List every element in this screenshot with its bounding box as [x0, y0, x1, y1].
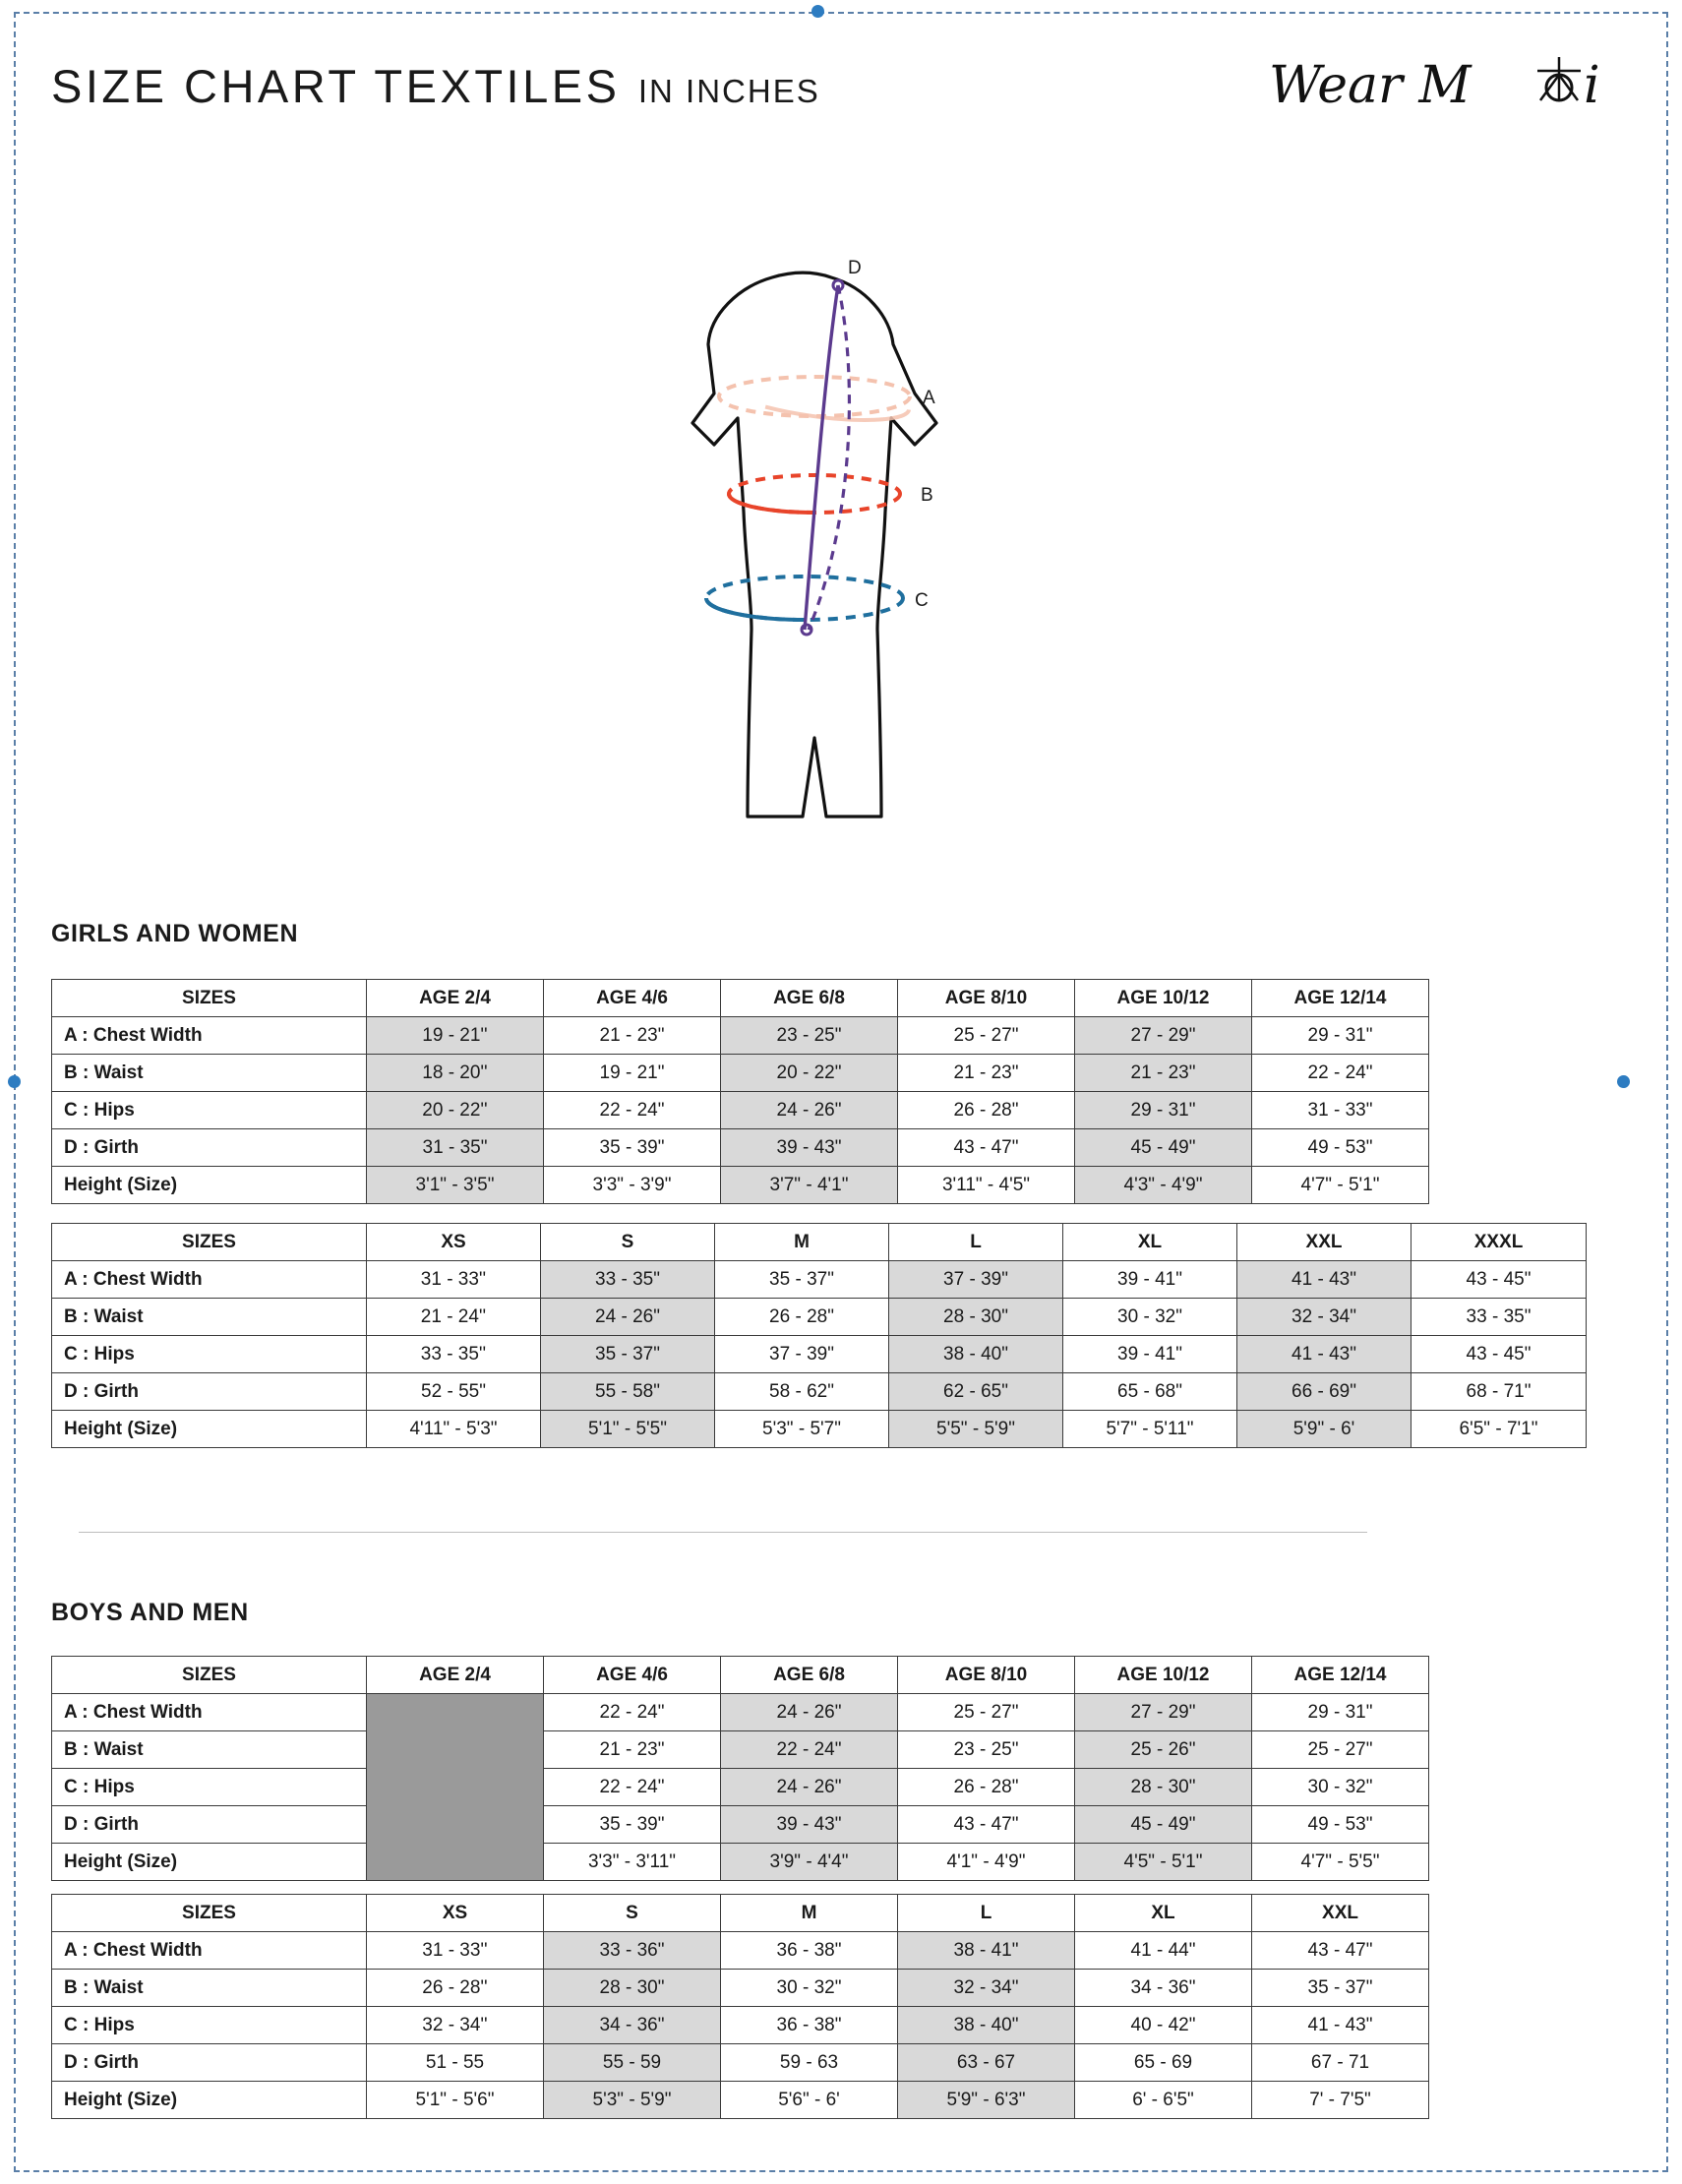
- table-cell: 25 - 26": [1075, 1731, 1252, 1769]
- table-cell: 31 - 33": [1252, 1092, 1429, 1129]
- table-cell: 35 - 39": [544, 1806, 721, 1844]
- table-cell: 31 - 35": [367, 1129, 544, 1167]
- table-cell: 38 - 41": [898, 1932, 1075, 1970]
- table-cell: 18 - 20'': [367, 1055, 544, 1092]
- wear-moi-logo-icon: [1259, 41, 1643, 130]
- column-header: SIZES: [52, 980, 367, 1017]
- table-cell: 55 - 59: [544, 2044, 721, 2082]
- svg-text:D: D: [848, 258, 862, 278]
- column-header: AGE 6/8: [721, 1657, 898, 1694]
- table-cell: 4'7" - 5'1": [1252, 1167, 1429, 1204]
- table-row: [52, 1806, 1429, 1844]
- table-cell: 23 - 25": [898, 1731, 1075, 1769]
- table-row: [52, 1092, 1429, 1129]
- table-cell: 38 - 40": [889, 1336, 1063, 1373]
- table-cell: 5'3" - 5'7": [715, 1411, 889, 1448]
- table-cell: 49 - 53": [1252, 1806, 1429, 1844]
- table-cell: 49 - 53": [1252, 1129, 1429, 1167]
- table-row: [52, 1769, 1429, 1806]
- table-cell: 35 - 37": [541, 1336, 715, 1373]
- table-row: [52, 1017, 1429, 1055]
- table-cell: 5'1" - 5'5": [541, 1411, 715, 1448]
- table-cell: 37 - 39": [715, 1336, 889, 1373]
- table-cell: 30 - 32": [1252, 1769, 1429, 1806]
- svg-text:B: B: [921, 485, 933, 506]
- row-label: D : Girth: [52, 1373, 367, 1411]
- column-header: AGE 4/6: [544, 1657, 721, 1694]
- column-header: SIZES: [52, 1657, 367, 1694]
- table-row: [52, 1932, 1429, 1970]
- table-cell: 51 - 55: [367, 2044, 544, 2082]
- table-cell: 22 - 24": [544, 1769, 721, 1806]
- table-row: [52, 1373, 1587, 1411]
- table-cell: 24 - 26": [541, 1299, 715, 1336]
- row-label: D : Girth: [52, 1129, 367, 1167]
- column-header: AGE 10/12: [1075, 980, 1252, 1017]
- table-boys-men-adult: [51, 1894, 1429, 2119]
- table-row: [52, 1055, 1429, 1092]
- row-label: D : Girth: [52, 1806, 367, 1844]
- row-label: Height (Size): [52, 1411, 367, 1448]
- column-header: AGE 2/4: [367, 1657, 544, 1694]
- table-header-row: [52, 1657, 1429, 1694]
- column-header: L: [889, 1224, 1063, 1261]
- table-cell: 5'6" - 6': [721, 2082, 898, 2119]
- row-label: A : Chest Width: [52, 1932, 367, 1970]
- table-row: [52, 1336, 1587, 1373]
- table-cell: 65 - 68": [1063, 1373, 1237, 1411]
- table-cell: 22 - 24": [544, 1092, 721, 1129]
- table-row: [52, 2044, 1429, 2082]
- table-cell: 32 - 34'': [367, 2007, 544, 2044]
- column-header: AGE 6/8: [721, 980, 898, 1017]
- row-label: C : Hips: [52, 1092, 367, 1129]
- table-cell: 29 - 31": [1075, 1092, 1252, 1129]
- table-cell: 43 - 45": [1412, 1261, 1587, 1299]
- table-cell: 25 - 27": [898, 1694, 1075, 1731]
- table-cell: 39 - 41": [1063, 1261, 1237, 1299]
- table-cell: 5'5" - 5'9": [889, 1411, 1063, 1448]
- table-cell: 4'7" - 5'5": [1252, 1844, 1429, 1881]
- row-label: C : Hips: [52, 1336, 367, 1373]
- table-cell: 30 - 32": [1063, 1299, 1237, 1336]
- table-girls-women-adult: [51, 1223, 1587, 1448]
- table-cell: 5'1" - 5'6": [367, 2082, 544, 2119]
- table-row: [52, 2007, 1429, 2044]
- table-cell: 35 - 37": [1252, 1970, 1429, 2007]
- table-cell: 41 - 43": [1237, 1336, 1412, 1373]
- row-label: B : Waist: [52, 1731, 367, 1769]
- row-label: B : Waist: [52, 1299, 367, 1336]
- table-cell: 39 - 43": [721, 1806, 898, 1844]
- row-label: A : Chest Width: [52, 1261, 367, 1299]
- table-cell: 3'9" - 4'4": [721, 1844, 898, 1881]
- table-row: [52, 1844, 1429, 1881]
- column-header: XS: [367, 1224, 541, 1261]
- column-header: XXL: [1252, 1895, 1429, 1932]
- table-header-row: [52, 980, 1429, 1017]
- table-cell: 25 - 27": [1252, 1731, 1429, 1769]
- column-header: XXL: [1237, 1224, 1412, 1261]
- row-label: C : Hips: [52, 2007, 367, 2044]
- table-cell: 33 - 35": [1412, 1299, 1587, 1336]
- table-cell: 26 - 28'': [367, 1970, 544, 2007]
- page-title: SIZE CHART TEXTILES: [51, 60, 621, 112]
- section-title-boys-men: BOYS AND MEN: [51, 1599, 249, 1626]
- column-header: AGE 10/12: [1075, 1657, 1252, 1694]
- table-cell: 22 - 24": [1252, 1055, 1429, 1092]
- brand-logo: [1259, 41, 1643, 120]
- table-cell: 29 - 31": [1252, 1017, 1429, 1055]
- row-label: C : Hips: [52, 1769, 367, 1806]
- column-header: AGE 12/14: [1252, 980, 1429, 1017]
- column-header: XXXL: [1412, 1224, 1587, 1261]
- table-cell: 21 - 23": [544, 1017, 721, 1055]
- table-cell: 7' - 7'5": [1252, 2082, 1429, 2119]
- column-header: AGE 8/10: [898, 1657, 1075, 1694]
- table-row: [52, 1167, 1429, 1204]
- table-cell: 58 - 62": [715, 1373, 889, 1411]
- table-cell: 66 - 69": [1237, 1373, 1412, 1411]
- column-header: L: [898, 1895, 1075, 1932]
- column-header: AGE 2/4: [367, 980, 544, 1017]
- measurement-figure: [590, 226, 1003, 836]
- table-boys-men-age: [51, 1656, 1429, 1881]
- table-cell: 6' - 6'5": [1075, 2082, 1252, 2119]
- table-girls-women-age: [51, 979, 1429, 1204]
- table-cell: 3'3" - 3'11": [544, 1844, 721, 1881]
- row-label: D : Girth: [52, 2044, 367, 2082]
- table-cell: 63 - 67: [898, 2044, 1075, 2082]
- table-row: [52, 1970, 1429, 2007]
- row-label: A : Chest Width: [52, 1017, 367, 1055]
- row-label: Height (Size): [52, 1844, 367, 1881]
- table-cell: 4'5" - 5'1": [1075, 1844, 1252, 1881]
- table-cell: 36 - 38": [721, 2007, 898, 2044]
- table-cell: 3'1" - 3'5": [367, 1167, 544, 1204]
- table-cell: 43 - 47": [1252, 1932, 1429, 1970]
- table-cell: 32 - 34": [1237, 1299, 1412, 1336]
- table-cell: 43 - 47": [898, 1129, 1075, 1167]
- table-cell: 41 - 43": [1237, 1261, 1412, 1299]
- table-cell: 34 - 36": [544, 2007, 721, 2044]
- column-header: M: [715, 1224, 889, 1261]
- table-cell: 62 - 65": [889, 1373, 1063, 1411]
- table-cell: 27 - 29": [1075, 1694, 1252, 1731]
- table-cell: 5'7" - 5'11": [1063, 1411, 1237, 1448]
- table-cell: 67 - 71: [1252, 2044, 1429, 2082]
- table-cell: 26 - 28": [898, 1092, 1075, 1129]
- table-cell: 41 - 43": [1252, 2007, 1429, 2044]
- row-label: A : Chest Width: [52, 1694, 367, 1731]
- table-row: [52, 1411, 1587, 1448]
- table-cell: 26 - 28": [898, 1769, 1075, 1806]
- column-header: AGE 12/14: [1252, 1657, 1429, 1694]
- table-cell: 39 - 43": [721, 1129, 898, 1167]
- table-cell: 21 - 23": [898, 1055, 1075, 1092]
- registration-dot-left: [8, 1075, 21, 1088]
- table-cell: 19 - 21": [544, 1055, 721, 1092]
- table-cell: 33 - 35": [541, 1261, 715, 1299]
- svg-text:i: i: [1584, 56, 1600, 115]
- table-cell: 21 - 23": [1075, 1055, 1252, 1092]
- table-cell: 35 - 39": [544, 1129, 721, 1167]
- row-label: Height (Size): [52, 2082, 367, 2119]
- table-cell: 4'11" - 5'3": [367, 1411, 541, 1448]
- table-row: [52, 1299, 1587, 1336]
- svg-text:Wear M: Wear M: [1269, 56, 1472, 115]
- table-cell: 20 - 22": [721, 1055, 898, 1092]
- section-title-girls-women: GIRLS AND WOMEN: [51, 920, 299, 947]
- column-header: XL: [1063, 1224, 1237, 1261]
- table-row: [52, 1129, 1429, 1167]
- column-header: XL: [1075, 1895, 1252, 1932]
- table-cell: 19 - 21'': [367, 1017, 544, 1055]
- table-cell: 35 - 37": [715, 1261, 889, 1299]
- table-cell: 22 - 24": [544, 1694, 721, 1731]
- table-cell: 29 - 31": [1252, 1694, 1429, 1731]
- table-cell: 59 - 63: [721, 2044, 898, 2082]
- table-cell: 5'9" - 6': [1237, 1411, 1412, 1448]
- table-cell: 5'3" - 5'9": [544, 2082, 721, 2119]
- table-cell: 21 - 23": [544, 1731, 721, 1769]
- table-row: [52, 1694, 1429, 1731]
- table-row: [52, 1731, 1429, 1769]
- table-row: [52, 1261, 1587, 1299]
- svg-text:A: A: [923, 388, 935, 408]
- table-cell: 40 - 42": [1075, 2007, 1252, 2044]
- table-cell: 31 - 33'': [367, 1261, 541, 1299]
- page-subtitle: IN INCHES: [637, 73, 820, 109]
- unavailable-block: [367, 1694, 544, 1881]
- table-cell: 6'5" - 7'1": [1412, 1411, 1587, 1448]
- table-cell: 5'9" - 6'3": [898, 2082, 1075, 2119]
- table-cell: 3'11" - 4'5": [898, 1167, 1075, 1204]
- column-header: M: [721, 1895, 898, 1932]
- row-label: B : Waist: [52, 1055, 367, 1092]
- row-label: B : Waist: [52, 1970, 367, 2007]
- table-cell: 27 - 29": [1075, 1017, 1252, 1055]
- table-cell: 25 - 27": [898, 1017, 1075, 1055]
- table-cell: 43 - 47": [898, 1806, 1075, 1844]
- table-cell: 34 - 36": [1075, 1970, 1252, 2007]
- table-header-row: [52, 1224, 1587, 1261]
- table-cell: 31 - 33'': [367, 1932, 544, 1970]
- section-divider: [79, 1532, 1367, 1533]
- table-cell: 33 - 36": [544, 1932, 721, 1970]
- table-cell: 21 - 24'': [367, 1299, 541, 1336]
- table-cell: 43 - 45": [1412, 1336, 1587, 1373]
- table-cell: 4'1" - 4'9": [898, 1844, 1075, 1881]
- registration-dot-top: [811, 5, 824, 18]
- table-cell: 24 - 26": [721, 1092, 898, 1129]
- table-cell: 45 - 49": [1075, 1806, 1252, 1844]
- column-header: AGE 4/6: [544, 980, 721, 1017]
- svg-text:C: C: [915, 590, 929, 611]
- table-header-row: [52, 1895, 1429, 1932]
- table-cell: 24 - 26": [721, 1769, 898, 1806]
- column-header: S: [541, 1224, 715, 1261]
- table-row: [52, 2082, 1429, 2119]
- column-header: S: [544, 1895, 721, 1932]
- table-cell: 65 - 69: [1075, 2044, 1252, 2082]
- table-cell: 28 - 30": [1075, 1769, 1252, 1806]
- table-cell: 39 - 41": [1063, 1336, 1237, 1373]
- table-cell: 37 - 39": [889, 1261, 1063, 1299]
- column-header: SIZES: [52, 1224, 367, 1261]
- table-cell: 28 - 30": [544, 1970, 721, 2007]
- table-cell: 26 - 28": [715, 1299, 889, 1336]
- table-cell: 22 - 24": [721, 1731, 898, 1769]
- table-cell: 68 - 71": [1412, 1373, 1587, 1411]
- table-cell: 24 - 26": [721, 1694, 898, 1731]
- table-cell: 55 - 58": [541, 1373, 715, 1411]
- table-cell: 3'3" - 3'9": [544, 1167, 721, 1204]
- table-cell: 32 - 34": [898, 1970, 1075, 2007]
- table-cell: 30 - 32": [721, 1970, 898, 2007]
- registration-dot-right: [1617, 1075, 1630, 1088]
- table-cell: 45 - 49": [1075, 1129, 1252, 1167]
- table-cell: 3'7" - 4'1": [721, 1167, 898, 1204]
- table-cell: 52 - 55": [367, 1373, 541, 1411]
- table-cell: 36 - 38": [721, 1932, 898, 1970]
- table-cell: 41 - 44": [1075, 1932, 1252, 1970]
- table-cell: 4'3" - 4'9": [1075, 1167, 1252, 1204]
- row-label: Height (Size): [52, 1167, 367, 1204]
- column-header: XS: [367, 1895, 544, 1932]
- table-cell: 23 - 25": [721, 1017, 898, 1055]
- column-header: AGE 8/10: [898, 980, 1075, 1017]
- table-cell: 28 - 30": [889, 1299, 1063, 1336]
- table-cell: 33 - 35'': [367, 1336, 541, 1373]
- table-cell: 20 - 22'': [367, 1092, 544, 1129]
- column-header: SIZES: [52, 1895, 367, 1932]
- table-cell: 38 - 40": [898, 2007, 1075, 2044]
